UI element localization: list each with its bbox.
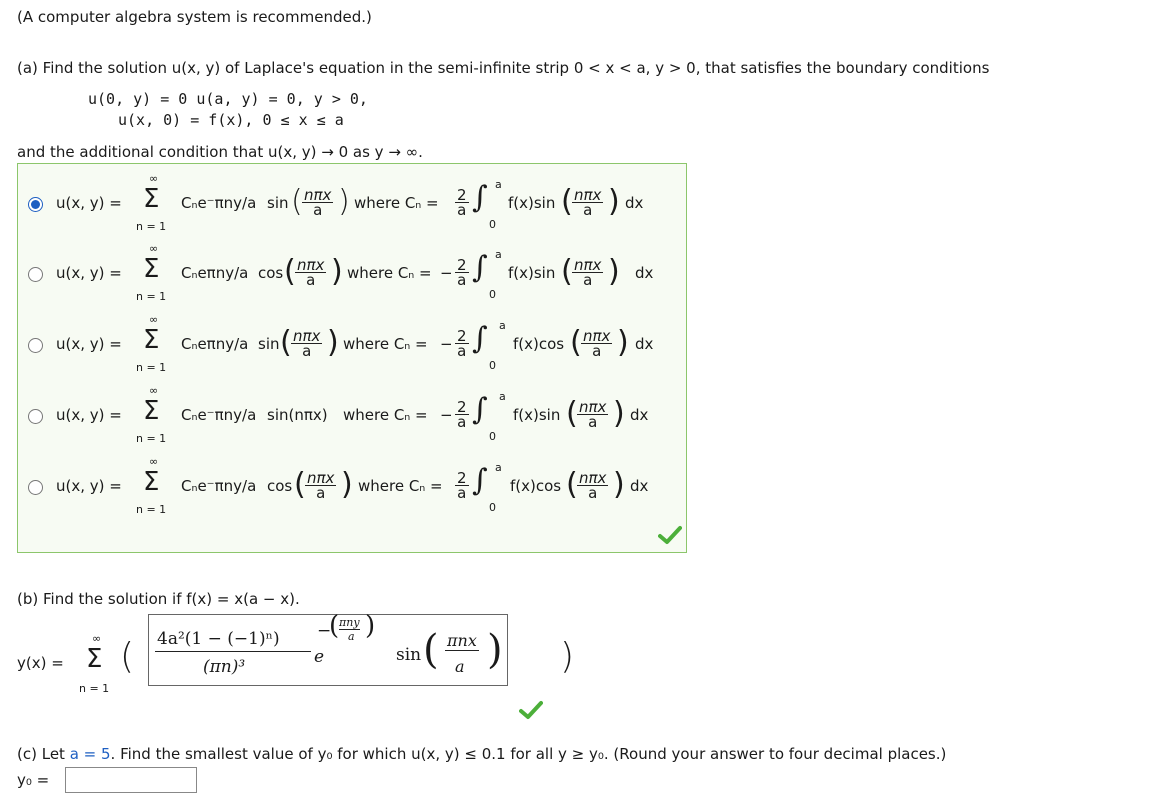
option-trig: sin [258,335,280,353]
trig-fraction: nπx a [304,186,332,219]
option-integrand: f(x)sin [513,406,561,424]
sum-bottom: n = 1 [136,290,167,303]
paren-left-icon: ( [280,325,292,360]
integrand-fraction: nπx a [579,398,607,431]
integrand-fraction: nπx a [579,469,607,502]
paren-right-icon: ) [341,467,353,502]
answer-expression-box[interactable] [148,611,508,686]
exp-numerator: πny [339,616,360,629]
option-where: where Cₙ = [343,406,428,424]
option-trig: sin [267,194,289,212]
exp-denominator: a [348,630,355,643]
answer-numerator: 4a²(1 − (−1)ⁿ) [157,629,280,649]
option-sign: − [440,335,453,353]
option-sign: − [440,264,453,282]
option-dx: dx [630,477,649,495]
paren-right-icon: ) [608,184,620,219]
integral-upper: a [495,461,502,474]
trig-fraction: nπx a [293,327,321,360]
option-where: where Cₙ = [354,194,439,212]
option-term: Cₙe⁻πny/a [181,194,257,212]
paren-right-icon: ) [608,254,620,289]
option-1[interactable] [18,174,686,244]
part-b-prompt: (b) Find the solution if f(x) = x(a − x). [17,590,300,608]
integral-icon: ∫ [472,463,488,498]
coef-fraction: $\frac{2}{a}$ [457,327,467,360]
integrand-fraction: nπx a [574,256,602,289]
paren-left-icon: ( [561,184,573,219]
paren-left-icon: ( [291,184,303,219]
integral-icon: ∫ [472,180,488,215]
option-lhs: u(x, y) = [56,335,122,353]
radio-option-4[interactable] [28,409,43,424]
options-panel [17,163,687,553]
option-3[interactable] [18,315,686,385]
radio-option-5[interactable] [28,480,43,495]
integral-upper: a [495,248,502,261]
integral-icon: ∫ [472,250,488,285]
option-where: where Cₙ = [347,264,432,282]
option-where: where Cₙ = [358,477,443,495]
paren-left-icon: ( [570,325,582,360]
coef-fraction: $\frac{2}{a}$ [457,186,467,219]
option-trig: cos [267,477,293,495]
integrand-fraction: nπx a [574,186,602,219]
integral-lower: 0 [489,359,496,372]
paren-left-icon: ( [566,467,578,502]
option-term: Cₙeπny/a [181,264,249,282]
option-5[interactable] [18,457,686,527]
sigma-icon: Σ [143,325,160,355]
sum-bottom: n = 1 [136,361,167,374]
integral-upper: a [495,178,502,191]
sigma-icon: Σ [143,254,160,284]
coef-fraction: $\frac{2}{a}$ [457,398,467,431]
option-lhs: u(x, y) = [56,406,122,424]
integral-upper: a [499,319,506,332]
paren-right-icon: ) [613,467,625,502]
sum-bottom: n = 1 [79,682,110,695]
integral-lower: 0 [489,288,496,301]
coef-fraction: $\frac{2}{a}$ [457,469,467,502]
option-trig: cos [258,264,284,282]
paren-right-icon: ) [338,184,350,219]
paren-right-icon: ) [331,254,343,289]
option-integrand: f(x)cos [513,335,565,353]
integral-lower: 0 [489,501,496,514]
sum-top: ∞ [149,172,159,185]
answer-denominator: (πn)³ [203,657,246,677]
part-c-prompt: (c) Let a = 5. Find the smallest value of y₀ for which u(x, y) ≤ 0.1 for all y ≥ y₀. (Round your answer to four decimal places.) [17,745,947,763]
option-integrand: f(x)sin [508,194,556,212]
paren-left-icon: ( [294,467,306,502]
part-a-prompt: (a) Find the solution u(x, y) of Laplace's equation in the semi-infinite strip 0 < x < a, y > 0, that satisfies the boundary conditions [17,59,990,77]
option-lhs: u(x, y) = [56,477,122,495]
paren-left-icon: ( [561,254,573,289]
integral-lower: 0 [489,218,496,231]
integrand-fraction: nπx a [583,327,611,360]
sin-label: sin [396,645,422,665]
sum-bottom: n = 1 [136,220,167,233]
option-dx: dx [630,406,649,424]
paren-right-icon: ) [327,325,339,360]
y0-label: y₀ = [17,771,50,789]
integral-icon: ∫ [472,321,488,356]
option-dx: dx [635,264,654,282]
sum-top: ∞ [92,632,102,645]
sum-top: ∞ [149,455,159,468]
sigma-icon: Σ [143,467,160,497]
paren-left-icon: ( [329,611,340,641]
option-integrand: f(x)sin [508,264,556,282]
sum-top: ∞ [149,242,159,255]
trig-fraction: nπx a [307,469,335,502]
paren-left-icon: ( [423,627,439,673]
option-term: Cₙe⁻πny/a [181,477,257,495]
option-trig: sin(nπx) [267,406,328,424]
option-lhs: u(x, y) = [56,264,122,282]
sum-bottom: n = 1 [136,503,167,516]
paren-left-icon: ( [566,396,578,431]
radio-option-2[interactable] [28,267,43,282]
paren-right-icon: ) [617,325,629,360]
a-value: a = 5 [69,745,111,763]
y0-input[interactable] [65,767,197,793]
option-lhs: u(x, y) = [56,194,122,212]
trig-fraction: nπx a [297,256,325,289]
additional-condition: and the additional condition that u(x, y) → 0 as y → ∞. [17,143,423,161]
paren-right-icon: ) [365,611,376,641]
coef-fraction: $\frac{2}{a}$ [457,256,467,289]
checkmark-icon [658,525,682,545]
header-note: (A computer algebra system is recommended.) [17,8,372,26]
boundary-condition-2: u(x, 0) = f(x), 0 ≤ x ≤ a [118,111,344,129]
option-where: where Cₙ = [343,335,428,353]
radio-option-1[interactable] [28,197,43,212]
option-dx: dx [635,335,654,353]
part-b-lhs: y(x) = [17,654,64,672]
radio-option-3[interactable] [28,338,43,353]
paren-right-icon: ) [613,396,625,431]
checkmark-icon [519,700,543,720]
paren-left-icon: ( [120,636,135,677]
sum-top: ∞ [149,313,159,326]
option-term: Cₙeπny/a [181,335,249,353]
sum-top: ∞ [149,384,159,397]
paren-right-icon: ) [560,636,575,677]
sigma-icon: Σ [86,644,103,674]
boundary-condition-1: u(0, y) = 0 u(a, y) = 0, y > 0, [88,90,368,108]
sigma-icon: Σ [143,184,160,214]
minus-sign: − [317,621,332,641]
exp-base: e [314,647,325,667]
option-4[interactable] [18,386,686,456]
integral-lower: 0 [489,430,496,443]
integral-upper: a [499,390,506,403]
paren-right-icon: ) [487,627,503,673]
integral-icon: ∫ [472,392,488,427]
option-dx: dx [625,194,644,212]
sin-denominator: a [455,657,465,676]
sum-bottom: n = 1 [136,432,167,445]
option-term: Cₙe⁻πny/a [181,406,257,424]
sigma-icon: Σ [143,396,160,426]
paren-left-icon: ( [284,254,296,289]
fraction-bar [155,651,311,652]
option-sign: − [440,406,453,424]
option-2[interactable] [18,244,686,314]
option-integrand: f(x)cos [510,477,562,495]
sin-numerator: πnx [447,631,477,650]
